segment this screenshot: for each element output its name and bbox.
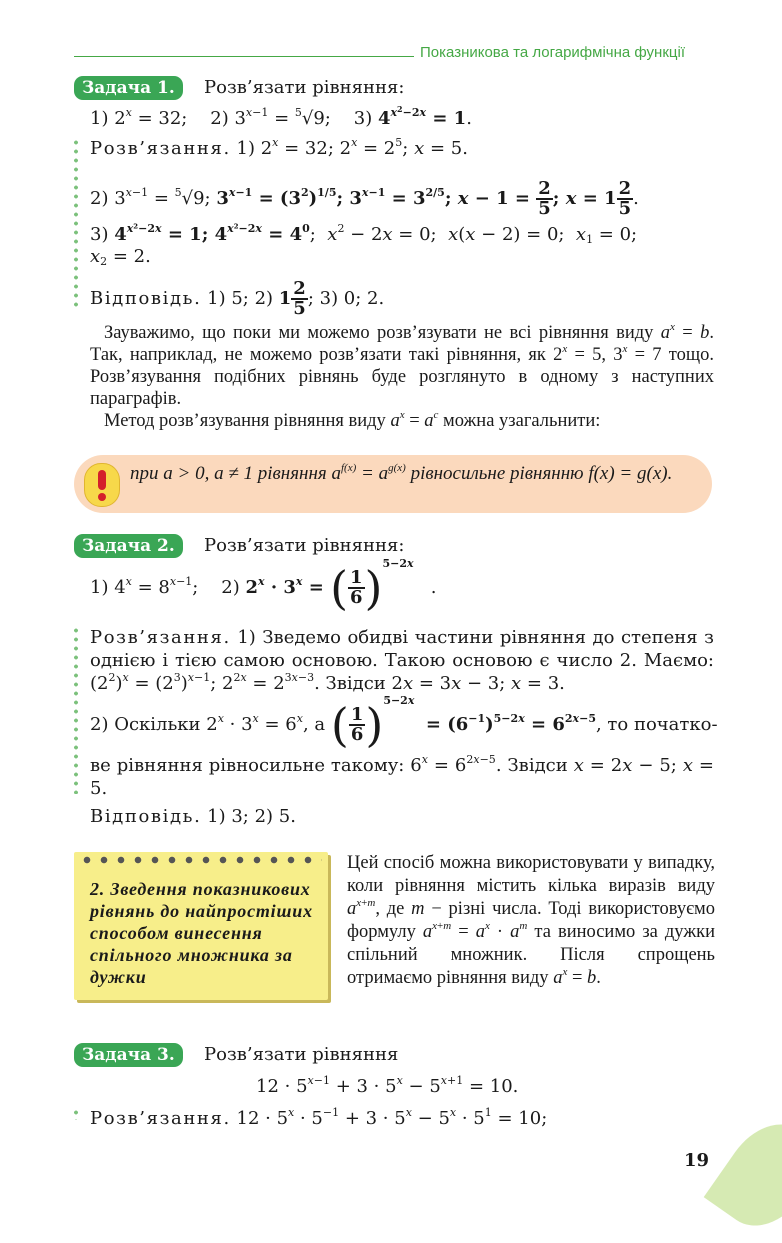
task3-sol1: Розв’язання. $12 \cdot 5^x \cdot 5^{-1} + 3 \cdot 5^x - 5^x \cdot 5^1 = 10$; — [90, 1106, 548, 1129]
task2-sol1: Розв’язання. 1) Зведемо обидві частини рівняння до степеня з однією і тією самою основою. Такою основою є число 2. Маємо: $(2^2)^x = (2^3)^{x-1}$; $2^{2x} = 2^{3x-3}$. Звідси 2x = 3x − 3; x = 3. — [90, 627, 714, 694]
corner-leaf-decoration — [704, 1107, 782, 1243]
task3-solution-dots — [74, 1108, 78, 1120]
task3-badge: Задача 3. — [74, 1043, 183, 1067]
header-title: Показникова та логарифмічна функції — [420, 44, 685, 61]
task1-sol1: Розв’язання. 1) $2^x = 32$; $2^x = 2^5$; x = 5. — [90, 136, 468, 159]
task3-equation: $12 \cdot 5^{x-1} + 3 \cdot 5^x - 5^{x+1} = 10$. — [256, 1074, 519, 1097]
task2-equations: 1) $4^x = 8^{x-1}$; 2) $2^x \cdot 3^x$ = ( $\frac{1}{6}$ )$^{5-2x}$ . — [90, 557, 437, 615]
method2-title: 2. Зведення показникових рівнянь до найпростіших способом винесення спільного множника за дужки — [90, 879, 313, 987]
task2-answer: Відповідь. 1) 3; 2) 5. — [90, 806, 296, 827]
task1-prompt: Розв’язати рівняння: — [204, 77, 405, 98]
task3-prompt: Розв’язати рівняння — [204, 1044, 399, 1065]
task2-solution-dots — [74, 626, 78, 794]
task1-solution-dots — [74, 138, 78, 310]
task1-badge: Задача 1. — [74, 76, 183, 100]
rule-text: при a > 0, a ≠ 1 рівняння $a^{f(x)} = a^{g(x)}$ рівносильне рівнянню f(x) = g(x). — [130, 462, 673, 484]
remark-paragraph-2: Метод розв’язування рівняння виду $a^x = a^c$ можна узагальнити: — [104, 409, 601, 431]
task1-sol2: 2) $3^{x-1} = ^5√9$; $3^{x-1} = (3^2)^{1/5}$; $3^{x-1} = 3^{2/5}$; x − 1 = $\frac{2}{5}$ ; x = 1 $\frac{2}{5}$ . — [90, 178, 639, 219]
header-rule — [74, 56, 414, 57]
task2-badge: Задача 2. — [74, 534, 183, 558]
task1-sol3-line1: 3) $4^{x^2-2x} = 1$; $4^{x^2-2x} = 4^0$; $x^2 - 2x = 0$; x(x − 2) = 0; $x_1 = 0$; — [90, 222, 638, 246]
exclamation-icon — [84, 463, 120, 507]
task2-sol2-line1: 2) Оскільки $2^x \cdot 3^x = 6^x$, а ( $\frac{1}{6}$ )$^{5-2x} = (6^{-1})^{5-2x} = 6^{2x-5}$, то початко- — [90, 694, 718, 752]
method2-text: Цей спосіб можна використовувати у випадку, коли рівняння містить кілька виразів виду $a^{x+m}$, де m − різні числа. Тоді використовуємо формулу $a^{x+m} = a^x \cdot a^m$ та виносимо за дужки спільний множник. Після спрощень отримаємо рівняння виду $a^x = b$. — [347, 853, 715, 988]
remark-paragraph-1: Зауважимо, що поки ми можемо розв’язувати не всі рівняння виду $a^x = b$. Так, наприклад, не можемо розв’язати такі рівняння, як $2^x = 5$, $3^x = 7$ тощо. Розв’язування подібних рівнянь буде розглянуто в одному з наступних параграфів. — [90, 321, 714, 409]
task2-prompt: Розв’язати рівняння: — [204, 535, 405, 556]
task1-sol3-line2: $x_2 = 2$. — [90, 246, 151, 268]
task2-sol2-line2: ве рівняння рівносильне такому: $6^x = 6^{2x-5}$. Звідси x = 2x − 5; x = 5. — [90, 753, 715, 799]
task1-answer: Відповідь. 1) 5; 2) 1 $\frac{2}{5}$ ; 3) 0; 2. — [90, 278, 385, 319]
page-number: 19 — [684, 1150, 710, 1171]
task1-equations: 1) $2^x = 32$; 2) $3^{x-1} = ^5√9$; 3) $4^{x^2-2x} = 1$. — [90, 104, 472, 129]
